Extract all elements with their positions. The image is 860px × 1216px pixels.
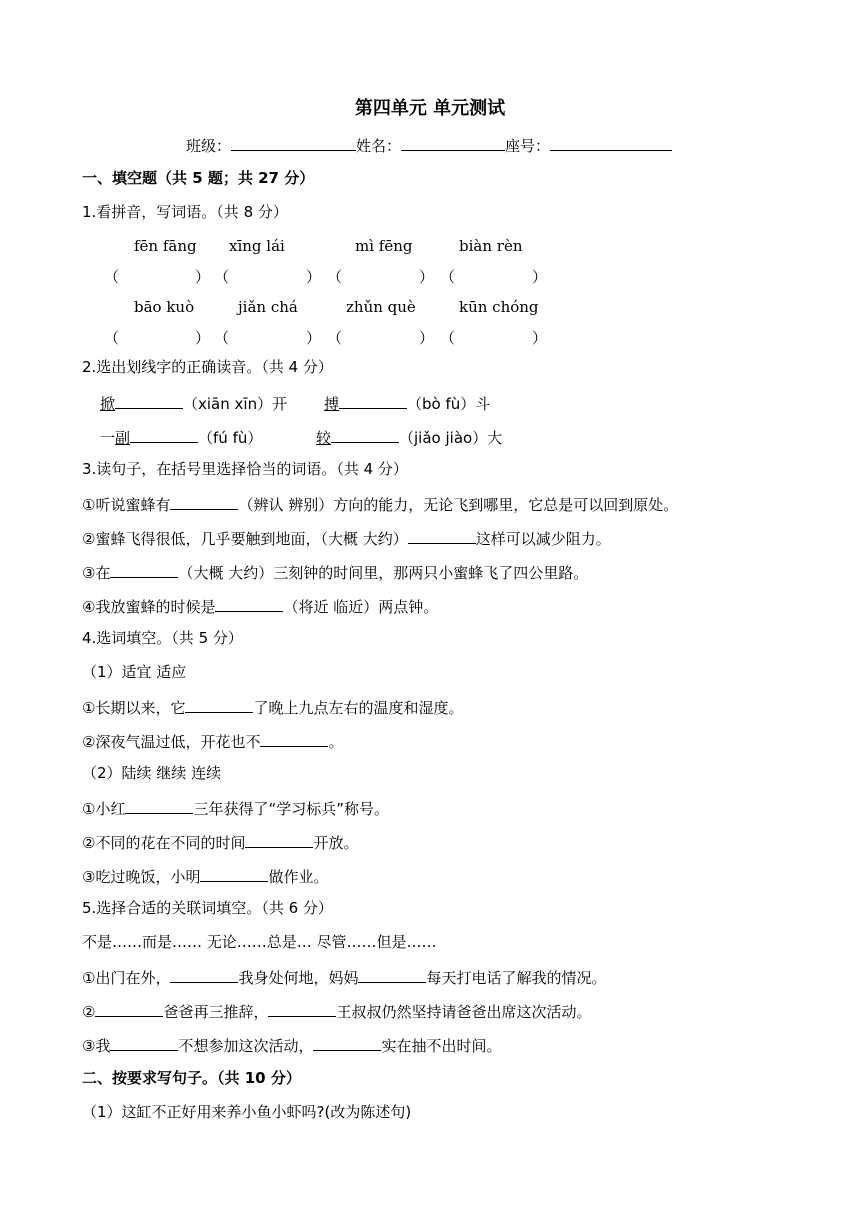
sentence-part: ② bbox=[82, 1003, 96, 1021]
answer-blank[interactable] bbox=[339, 392, 407, 409]
paren-open: （ bbox=[327, 329, 343, 347]
paren-open: （ bbox=[104, 329, 120, 347]
name-label: 姓名： bbox=[356, 137, 402, 155]
q3-sentence-2 bbox=[82, 527, 611, 549]
prefix-char: 一 bbox=[100, 429, 116, 447]
q4-sentence-3 bbox=[82, 797, 389, 819]
q4-sentence-4 bbox=[82, 831, 358, 853]
sentence-part: 。 bbox=[328, 733, 344, 751]
q1-text: 1.看拼音，写词语。（共 8 分） bbox=[82, 203, 288, 221]
sentence-part: ①听说蜜蜂有 bbox=[82, 496, 171, 514]
pinyin-item: mì fēng bbox=[355, 237, 413, 255]
paren-open: （ bbox=[214, 268, 230, 286]
sentence-part: 每天打电话了解我的情况。 bbox=[426, 969, 607, 987]
q2-text: 2.选出划线字的正确读音。（共 4 分） bbox=[82, 358, 333, 376]
section-2-heading: 二、按要求写句子。（共 10 分） bbox=[82, 1069, 301, 1087]
sentence-part: 这样可以减少阻力。 bbox=[475, 530, 611, 548]
sentence-part: ①出门在外， bbox=[82, 969, 171, 987]
paren-open: （ bbox=[327, 268, 343, 286]
q5-sentence-1 bbox=[82, 966, 606, 988]
sentence-part: 做作业。 bbox=[268, 868, 329, 886]
class-label: 班级： bbox=[186, 137, 232, 155]
section-1-heading: 一、填空题（共 5 题；共 27 分） bbox=[82, 169, 315, 187]
sentence-part: ②蜜蜂飞得很低，几乎要触到地面，（大概 大约） bbox=[82, 530, 408, 548]
sentence-part: 王叔叔仍然坚持请爸爸出席这次活动。 bbox=[336, 1003, 592, 1021]
answer-blank[interactable] bbox=[110, 1034, 178, 1051]
paren-open: （ bbox=[440, 329, 456, 347]
q2-item-d bbox=[316, 426, 502, 448]
q2-item-c bbox=[100, 426, 262, 448]
answer-blank[interactable] bbox=[408, 527, 476, 544]
answer-blank[interactable] bbox=[170, 966, 238, 983]
q2-item-a bbox=[100, 392, 287, 414]
q5-options: 不是……而是…… 无论……总是… 尽管……但是…… bbox=[82, 933, 437, 951]
q4-group-1: （1）适宜 适应 bbox=[82, 663, 187, 681]
underlined-char: 搏 bbox=[324, 395, 340, 413]
paren-close: ） bbox=[306, 329, 322, 347]
pinyin-item: jiǎn chá bbox=[238, 298, 298, 316]
student-info bbox=[186, 134, 672, 156]
seat-blank[interactable] bbox=[550, 134, 672, 151]
sentence-part: （大概 大约）三刻钟的时间里，那两只小蜜蜂飞了四公里路。 bbox=[178, 564, 589, 582]
answer-blank[interactable] bbox=[313, 1034, 381, 1051]
sentence-part: ③我 bbox=[82, 1037, 111, 1055]
paren-close: ） bbox=[532, 268, 548, 286]
q4-sentence-1 bbox=[82, 696, 463, 718]
q3-sentence-4 bbox=[82, 595, 438, 617]
sentence-part: ②不同的花在不同的时间 bbox=[82, 834, 246, 852]
answer-blank[interactable] bbox=[200, 865, 268, 882]
paren-close: ） bbox=[419, 268, 435, 286]
name-blank[interactable] bbox=[401, 134, 505, 151]
paren-open: （ bbox=[440, 268, 456, 286]
sentence-part: 我身处何地，妈妈 bbox=[238, 969, 359, 987]
answer-blank[interactable] bbox=[358, 966, 426, 983]
sentence-part: ②深夜气温过低，开花也不 bbox=[82, 733, 261, 751]
q2-item-b bbox=[324, 392, 490, 414]
reading-options: （xiān xīn）开 bbox=[183, 395, 288, 413]
paren-close: ） bbox=[306, 268, 322, 286]
pinyin-item: biàn rèn bbox=[459, 237, 523, 255]
pinyin-item: kūn chóng bbox=[459, 298, 539, 316]
sentence-part: ④我放蜜蜂的时候是 bbox=[82, 598, 216, 616]
answer-blank[interactable] bbox=[110, 561, 178, 578]
q5-text: 5.选择合适的关联词填空。（共 6 分） bbox=[82, 899, 333, 917]
paren-open: （ bbox=[104, 268, 120, 286]
sentence-part: 爸爸再三推辞， bbox=[163, 1003, 269, 1021]
q5-sentence-2 bbox=[82, 1000, 591, 1022]
q4-group-2: （2）陆续 继续 连续 bbox=[82, 764, 222, 782]
sentence-part: 不想参加这次活动， bbox=[178, 1037, 314, 1055]
answer-blank[interactable] bbox=[130, 426, 198, 443]
q4-sentence-2 bbox=[82, 730, 343, 752]
class-blank[interactable] bbox=[231, 134, 356, 151]
q4-text: 4.选词填空。（共 5 分） bbox=[82, 629, 243, 647]
sentence-part: （将近 临近）两点钟。 bbox=[283, 598, 439, 616]
paren-close: ） bbox=[195, 268, 211, 286]
paren-close: ） bbox=[419, 329, 435, 347]
answer-blank[interactable] bbox=[245, 831, 313, 848]
paren-close: ） bbox=[532, 329, 548, 347]
reading-options: （bò fù）斗 bbox=[407, 395, 491, 413]
reading-options: （jiǎo jiào）大 bbox=[399, 429, 503, 447]
paren-open: （ bbox=[214, 329, 230, 347]
seat-label: 座号： bbox=[505, 137, 551, 155]
q3-sentence-1 bbox=[82, 493, 678, 515]
paren-close: ） bbox=[195, 329, 211, 347]
sentence-part: ①长期以来，它 bbox=[82, 699, 186, 717]
answer-blank[interactable] bbox=[215, 595, 283, 612]
sentence-part: ③在 bbox=[82, 564, 111, 582]
sentence-part: ③吃过晚饭，小明 bbox=[82, 868, 201, 886]
answer-blank[interactable] bbox=[125, 797, 193, 814]
q4-sentence-5 bbox=[82, 865, 328, 887]
q3-text: 3.读句子，在括号里选择恰当的词语。（共 4 分） bbox=[82, 460, 408, 478]
q5-sentence-3 bbox=[82, 1034, 501, 1056]
sentence-part: 开放。 bbox=[313, 834, 359, 852]
answer-blank[interactable] bbox=[331, 426, 399, 443]
answer-blank[interactable] bbox=[185, 696, 253, 713]
s2-q1-text: （1）这缸不正好用来养小鱼小虾吗?(改为陈述句) bbox=[82, 1103, 412, 1121]
pinyin-item: fēn fāng bbox=[134, 237, 197, 255]
sentence-part: 实在抽不出时间。 bbox=[381, 1037, 502, 1055]
underlined-char: 较 bbox=[316, 429, 332, 447]
pinyin-item: xīng lái bbox=[229, 237, 285, 255]
pinyin-item: zhǔn què bbox=[346, 298, 416, 316]
underlined-char: 掀 bbox=[100, 395, 116, 413]
answer-blank[interactable] bbox=[260, 730, 328, 747]
sentence-part: 了晚上九点左右的温度和湿度。 bbox=[253, 699, 464, 717]
answer-blank[interactable] bbox=[95, 1000, 163, 1017]
underlined-char: 副 bbox=[115, 429, 131, 447]
answer-blank[interactable] bbox=[268, 1000, 336, 1017]
sentence-part: 三年获得了“学习标兵”称号。 bbox=[193, 800, 389, 818]
q3-sentence-3 bbox=[82, 561, 588, 583]
reading-options: （fú fù） bbox=[198, 429, 263, 447]
answer-blank[interactable] bbox=[115, 392, 183, 409]
pinyin-item: bāo kuò bbox=[134, 298, 195, 316]
sentence-part: ①小红 bbox=[82, 800, 126, 818]
sentence-part: （辨认 辨别）方向的能力，无论飞到哪里，它总是可以回到原处。 bbox=[238, 496, 679, 514]
answer-blank[interactable] bbox=[170, 493, 238, 510]
page-title: 第四单元 单元测试 bbox=[354, 98, 506, 119]
